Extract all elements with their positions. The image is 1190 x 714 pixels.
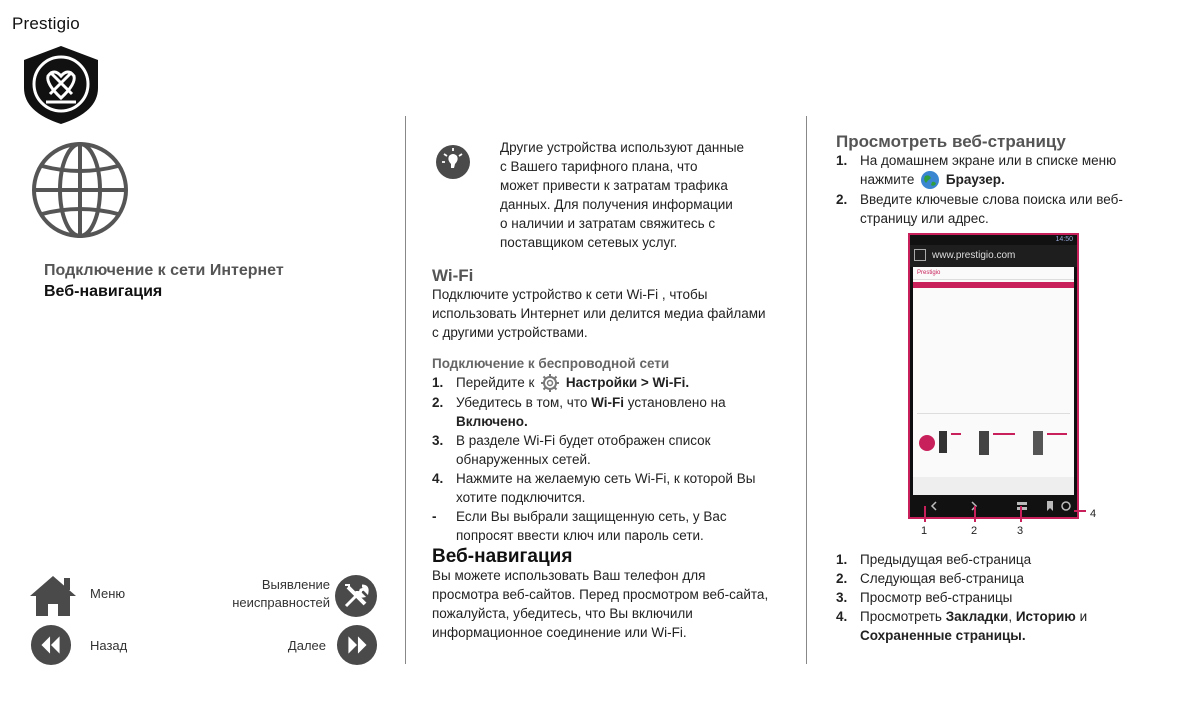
callout-lines: [836, 502, 1166, 542]
view-steps: [836, 151, 1166, 228]
list-item: [432, 469, 772, 507]
list-item: [836, 550, 1166, 569]
step-number: 1.: [836, 153, 848, 168]
tip-line: может привести к затратам трафика: [500, 178, 728, 193]
enabled-term: Включено.: [456, 414, 528, 430]
tip-line: Другие устройства используют данные: [500, 140, 745, 155]
step-text: Если Вы выбрали защищенную сеть, у Вас попросят ввести ключ или пароль сети.: [456, 509, 727, 544]
fast-forward-icon: [336, 624, 378, 666]
step-number: 4.: [432, 471, 444, 487]
list-item: [836, 569, 1166, 588]
product-card: [1031, 427, 1071, 463]
site-header: [913, 267, 1074, 280]
tip-line: данных. Для получения информации: [500, 197, 733, 212]
callout-2: 2: [971, 525, 978, 537]
step-number: 3.: [836, 590, 848, 605]
settings-path: Настройки > Wi-Fi.: [565, 375, 690, 390]
view-page-heading: Просмотреть веб-страницу: [836, 132, 1066, 151]
separator: ,: [1008, 609, 1013, 624]
section-title: Подключение к сети Интернет: [44, 262, 284, 279]
step-text: и: [1079, 609, 1088, 624]
brand-name: Prestigio: [12, 14, 80, 33]
page-divider: [917, 413, 1070, 414]
prestigio-logo-icon: [20, 44, 102, 126]
web-nav-body: Вы можете использовать Ваш телефон для просмотра веб-сайтов. Перед просмотром веб-сайта, пожалуйста, убедитесь, что Вы включили информационное соединение или Wi-Fi.: [432, 568, 769, 641]
step-text: Просмотреть: [860, 609, 942, 624]
web-page: [913, 267, 1074, 495]
next-label: Далее: [287, 638, 326, 653]
list-item: [432, 431, 772, 469]
browser-screenshot: [908, 233, 1079, 519]
wifi-heading: Wi-Fi: [432, 266, 474, 285]
list-item: [836, 190, 1166, 228]
step-text: Убедитесь в том, что: [456, 395, 588, 411]
column-divider-right: [806, 116, 807, 664]
next-button[interactable]: [232, 624, 382, 668]
site-name: Prestigio: [917, 270, 941, 276]
status-time: 14:50: [1055, 236, 1073, 243]
middle-column: [432, 128, 772, 688]
column-divider-left: [405, 116, 406, 664]
step-text: На домашнем экране или в списке меню нажмите: [860, 153, 1117, 187]
step-text: Введите ключевые слова поиска или веб-страницу или адрес.: [860, 192, 1123, 227]
callout-4: 4: [1090, 508, 1097, 520]
step-number: 4.: [836, 609, 848, 624]
bookmarks-term: Закладки: [945, 609, 1009, 624]
site-menu: [913, 282, 1074, 288]
list-item: [432, 507, 772, 545]
step-text: установлено на: [627, 395, 726, 411]
step-number: 1.: [432, 375, 444, 390]
gear-icon: [540, 373, 560, 393]
url-text: www.prestigio.com: [932, 250, 1016, 261]
product-strip: [913, 423, 1074, 469]
right-column: [836, 132, 1166, 672]
wifi-steps: [432, 373, 772, 545]
troubleshoot-button[interactable]: [212, 572, 382, 622]
tip-line: о наличии и затратам свяжитесь с: [500, 216, 716, 231]
wifi-term: Wi-Fi: [591, 395, 625, 411]
step-number: -: [432, 509, 437, 525]
step-text: Следующая веб-страница: [860, 571, 1025, 586]
menu-button[interactable]: [28, 572, 178, 618]
back-label: Назад: [90, 638, 128, 653]
list-item: [836, 607, 1166, 645]
step-number: 3.: [432, 433, 444, 449]
step-number: 2.: [836, 192, 848, 208]
step-number: 2.: [432, 395, 444, 411]
wifi-intro: Подключите устройство к сети Wi-Fi , чтобы использовать Интернет или делится медиа файлами с другими устройствами.: [432, 287, 766, 340]
troubleshoot-label-line1: Выявление: [261, 577, 330, 592]
menu-label: Меню: [90, 586, 126, 601]
tools-icon: [334, 574, 378, 618]
status-bar: [910, 235, 1077, 245]
saved-pages-term: Сохраненные страницы.: [860, 628, 1026, 643]
step-text: В разделе Wi-Fi будет отображен список обнаруженных сетей.: [456, 433, 711, 468]
troubleshoot-label: [232, 576, 330, 612]
step-text: Предыдущая веб-страница: [860, 552, 1032, 567]
list-item: [432, 373, 772, 393]
step-number: 1.: [836, 552, 848, 567]
callout-3: 3: [1017, 525, 1024, 537]
tab-icon: [914, 249, 926, 261]
lightbulb-icon: [435, 144, 471, 180]
tip-line: поставщиком сетевых услуг.: [500, 235, 678, 250]
product-card: [919, 427, 963, 463]
list-item: [836, 588, 1166, 607]
product-card: [977, 427, 1021, 463]
section-subtitle: Веб-навигация: [44, 283, 163, 300]
wifi-connect-heading: Подключение к беспроводной сети: [432, 356, 670, 371]
back-button[interactable]: [28, 624, 178, 668]
step-text: Нажмите на желаемую сеть Wi-Fi, к которой Вы хотите подключится.: [456, 471, 756, 506]
rewind-icon: [30, 624, 72, 666]
step-text: Перейдите к: [456, 375, 535, 390]
step-number: 2.: [836, 571, 848, 586]
browser-globe-icon: [920, 170, 940, 190]
history-term: Историю: [1015, 609, 1076, 624]
step-text: Просмотр веб-страницы: [860, 590, 1013, 605]
tip-text: [500, 138, 775, 252]
toolbar-legend: [836, 550, 1166, 645]
home-icon: [28, 572, 78, 618]
address-bar: [910, 245, 1077, 267]
troubleshoot-label-line2: неисправностей: [232, 595, 330, 610]
site-footer: [913, 477, 1074, 495]
web-nav-heading: Веб-навигация: [432, 546, 573, 568]
callout-1: 1: [921, 525, 928, 537]
list-item: [836, 151, 1166, 190]
list-item: [432, 393, 772, 431]
globe-icon: [28, 138, 132, 242]
browser-term: Браузер.: [945, 172, 1005, 187]
tip-line: с Вашего тарифного плана, что: [500, 159, 698, 174]
